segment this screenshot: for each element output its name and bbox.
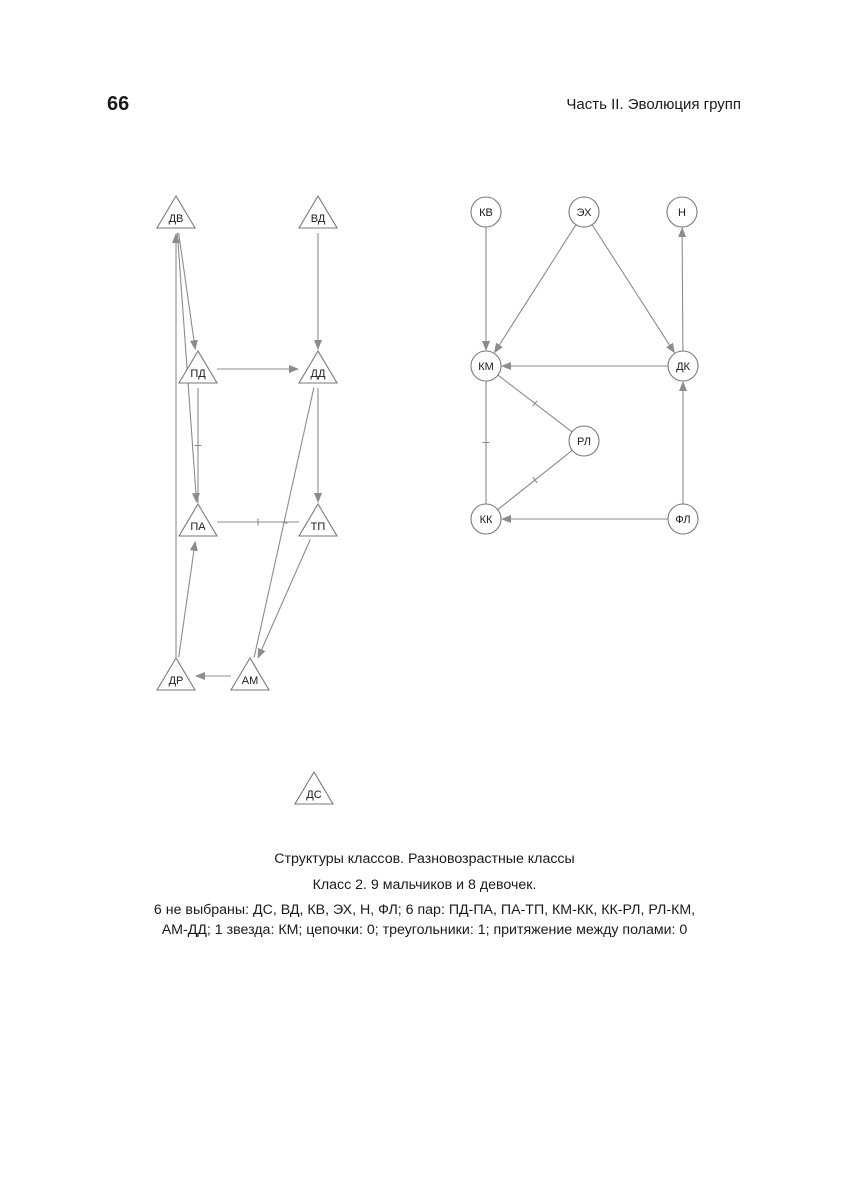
caption-details — [100, 900, 749, 940]
edge-dr-pa — [179, 542, 195, 657]
node-pa — [179, 504, 217, 536]
node-vd — [299, 196, 337, 228]
node-kk — [471, 504, 501, 534]
node-label: ДВ — [168, 213, 184, 225]
caption-details-line-2: АМ-ДД; 1 звезда: КМ; цепочки: 0; треугольники: 1; притяжение между полами: 0 — [161, 922, 688, 938]
node-fl — [668, 504, 698, 534]
edge-tp-am — [258, 539, 310, 657]
node-rl — [569, 426, 599, 456]
node-kv — [471, 197, 501, 227]
node-label: ЭХ — [576, 207, 592, 219]
edge-eh-dk — [592, 225, 674, 353]
node-label: РЛ — [577, 436, 591, 448]
nodes-layer — [157, 196, 698, 804]
node-am — [231, 658, 269, 690]
node-label: ВД — [310, 213, 326, 225]
page-number: 66 — [107, 93, 130, 115]
edges-layer — [176, 225, 683, 676]
node-eh — [569, 197, 599, 227]
caption-title: Структуры классов. Разновозрастные классы — [274, 851, 575, 867]
node-dd — [299, 351, 337, 383]
edge-eh-km — [495, 225, 576, 353]
caption-class-info: Класс 2. 9 мальчиков и 8 девочек. — [312, 877, 537, 893]
node-label: ДД — [310, 368, 326, 380]
edge-km-rl-mutual-tick — [533, 401, 537, 407]
node-label: ДР — [168, 675, 184, 687]
node-label: АМ — [241, 675, 259, 687]
node-n — [667, 197, 697, 227]
node-ds — [295, 772, 333, 804]
node-label: КВ — [479, 207, 493, 219]
node-label: ДК — [676, 361, 690, 373]
caption-details-line-1: 6 не выбраны: ДС, ВД, КВ, ЭХ, Н, ФЛ; 6 пар: ПД-ПА, ПА-ТП, КМ-КК, КК-РЛ, РЛ-КМ, — [153, 902, 696, 918]
node-label: ДС — [306, 789, 322, 801]
node-label: ТП — [310, 521, 326, 533]
edge-dk-n — [682, 228, 683, 351]
node-dk — [668, 351, 698, 381]
node-dr — [157, 658, 195, 690]
node-label: ПА — [190, 521, 206, 533]
node-pd — [179, 351, 217, 383]
node-label: ФЛ — [675, 514, 691, 526]
node-label: Н — [678, 207, 686, 219]
node-label: КМ — [478, 361, 494, 373]
node-dv — [157, 196, 195, 228]
running-head: Часть II. Эволюция групп — [566, 96, 741, 113]
node-tp — [299, 504, 337, 536]
node-km — [471, 351, 501, 381]
node-label: КК — [479, 514, 493, 526]
node-label: ПД — [190, 368, 206, 380]
